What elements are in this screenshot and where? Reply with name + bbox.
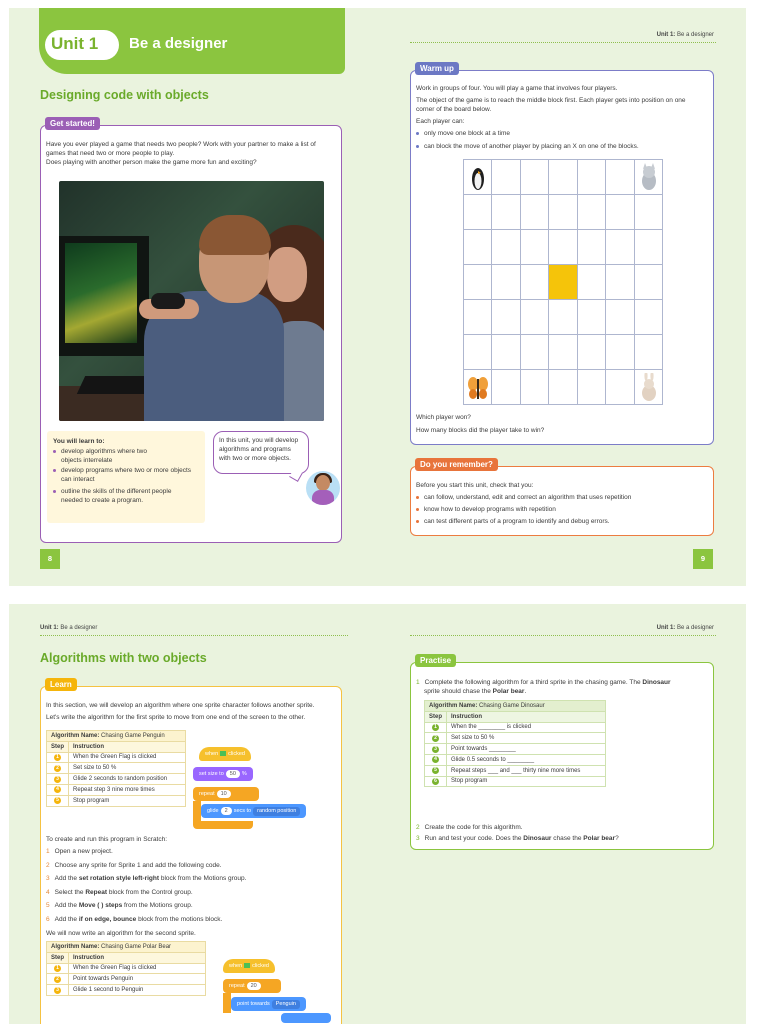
algorithm-table-dinosaur: Algorithm Name: Chasing Game Dinosaur Step Instruction 1 When the ________ is clicked 2 Set size to 50 % 3 Point towards ________ 4 Glide 0.5 seconds to ________ 5 Repeat steps ___ and ___ thirty nine more times 6 Stop program [424,700,606,787]
children-gaming-photo [59,181,324,421]
board-cell[interactable] [634,265,662,300]
board-cell[interactable] [549,335,577,370]
board-cell[interactable] [606,370,634,405]
butterfly-icon [467,373,489,402]
table-row: 6 Stop program [425,776,606,787]
get-started-line-2: games that need two or more people to play. [46,150,175,157]
table-row: 4 Glide 0.5 seconds to ________ [425,754,606,765]
penguin-icon [467,163,489,192]
board-cell[interactable] [606,230,634,265]
unit-label: Unit 1 [51,34,99,53]
learn-heading: You will learn to: [53,438,105,445]
practise-box: Practise 1 Complete the following algorithm for a third sprite in the chasing game. The Dinosaur sprite should chase the Polar bear. Algorithm Name: Chasing Game Dinosaur Step Instruction 1 When the ________ is clicked 2 Set size to 50 % 3 Point towards ________ 4 Glide 0.5 seconds to ________ 5 Repeat steps ___ and ___ thirty nine more times 6 Stop program 2 Create the code for this algorithm. 3 Run and test your code. Does the Dinosaur chase the Polar bear? [410,662,714,850]
board-cell[interactable] [492,300,520,335]
table-row: 2 Set size to 50 % [47,763,186,774]
when-flag-clicked-block: when clicked [199,747,251,761]
unit-banner [39,8,345,74]
board-cell[interactable] [464,335,492,370]
page-10 [9,604,378,1024]
page-9 [378,8,746,586]
table-row: 2 Set size to 50 % [425,733,606,744]
table-row: 2 Point towards Penguin [47,974,206,985]
table-row: 3 Glide 2 seconds to random position [47,774,186,785]
running-head: Unit 1: Be a designer [656,625,714,631]
board-cell[interactable] [577,265,605,300]
green-flag-icon [244,963,250,968]
step-item: 3 Add the set rotation style left-right block from the Motions group. [46,875,247,882]
table-row: 1 When the Green Flag is clicked [47,752,186,763]
learn-item-cont: objects interrelate [61,457,113,464]
board-cell[interactable] [577,230,605,265]
warm-up-bullet: can block the move of another player by placing an X on one of the blocks. [416,142,639,151]
set-size-block: set size to 50 % [193,767,253,781]
board-cell[interactable] [549,300,577,335]
board-cell[interactable] [520,265,548,300]
cat-icon [638,163,660,192]
remember-tag: Do you remember? [415,458,498,471]
learn-item-cont: can interact [61,476,95,483]
page-number: 9 [693,549,713,569]
board-cell[interactable] [606,160,634,195]
table-row: 1 When the ________ is clicked [425,722,606,733]
board-cell[interactable] [520,335,548,370]
board-cell[interactable] [549,195,577,230]
get-started-tag: Get started! [45,117,100,130]
question-1: Which player won? [416,414,471,421]
green-flag-icon [220,751,226,756]
board-cell[interactable] [634,370,662,405]
board-cell[interactable] [606,195,634,230]
board-cell[interactable] [492,160,520,195]
repeat-block: repeat 20 [223,979,281,993]
board-cell[interactable] [520,160,548,195]
repeat-block: repeat 10 [193,787,259,801]
board-cell[interactable] [577,335,605,370]
learn-item: develop algorithms where two [53,447,147,456]
board-cell[interactable] [606,335,634,370]
board-cell[interactable] [464,370,492,405]
table-row: 3 Point towards ________ [425,744,606,755]
unit-title: Be a designer [129,35,228,52]
section-title: Designing code with objects [40,88,209,102]
when-flag-clicked-block: when clicked [223,959,275,973]
spread-pages-10-11 [9,604,746,1024]
board-cell[interactable] [606,300,634,335]
girl-avatar-icon [306,471,340,505]
algorithm-table-penguin: Algorithm Name: Chasing Game Penguin Step Instruction 1 When the Green Flag is clicked 2 Set size to 50 % 3 Glide 2 seconds to random position 4 Repeat step 3 nine more times 5 Stop program [46,730,186,807]
practise-q2: 2 Create the code for this algorithm. [416,824,523,831]
page-8 [9,8,378,586]
board-cell[interactable] [464,300,492,335]
step-item: 5 Add the Move ( ) steps from the Motions group. [46,902,193,909]
board-cell[interactable] [634,230,662,265]
page-number: 8 [40,549,60,569]
rabbit-icon [638,373,660,402]
board-cell[interactable] [549,370,577,405]
table-row: 3 Glide 1 second to Penguin [47,985,206,996]
practise-q1: 1 Complete the following algorithm for a third sprite in the chasing game. The Dinosaur [416,679,671,686]
board-cell[interactable] [606,265,634,300]
board-cell[interactable] [492,230,520,265]
board-cell[interactable] [577,370,605,405]
board-cell[interactable] [634,160,662,195]
practise-tag: Practise [415,654,456,667]
board-cell[interactable] [634,195,662,230]
board-cell[interactable] [464,195,492,230]
board-cell[interactable] [520,300,548,335]
do-you-remember-box: Do you remember? Before you start this unit, check that you: can follow, understand, edit and correct an algorithm that uses repetition know how to develop programs with repetition can test different parts of a program to identify and debug errors. [410,466,714,536]
question-2: How many blocks did the player take to win? [416,427,545,434]
board-cell[interactable] [634,300,662,335]
table-row: 5 Stop program [47,795,186,806]
board-cell[interactable] [464,160,492,195]
board-cell[interactable] [577,195,605,230]
step-item: 4 Select the Repeat block from the Control group. [46,888,193,896]
board-cell[interactable] [634,335,662,370]
running-head: Unit 1: Be a designer [40,625,98,631]
table-row: 4 Repeat step 3 nine more times [47,784,186,795]
page-11 [378,604,746,1024]
warm-up-box: Warm up Work in groups of four. You will play a game that involves four players. The object of the game is to reach the middle block first. Each player gets into position on one corner of the board below. Each player can: only move one block at a time can block the move of another player by placing an X on one of the blocks. Which player won? How many blocks did the player take to win? [410,70,714,445]
table-row: 5 Repeat steps ___ and ___ thirty nine more times [425,765,606,776]
algorithm-table-polar-bear: Algorithm Name: Chasing Game Polar Bear Step Instruction 1 When the Green Flag is clicked 2 Point towards Penguin 3 Glide 1 second to Penguin [46,941,206,996]
board-cell[interactable] [520,230,548,265]
board-cell[interactable] [464,230,492,265]
get-started-line-1: Have you ever played a game that needs two people? Work with your partner to make a list of [46,141,316,148]
board-cell[interactable] [464,265,492,300]
step-item: 1 Open a new project. [46,848,113,855]
board-cell[interactable] [577,160,605,195]
running-head: Unit 1: Be a designer [656,32,714,38]
warm-up-tag: Warm up [415,62,459,75]
board-cell[interactable] [549,230,577,265]
step-item: 2 Choose any sprite for Sprite 1 and add the following code. [46,861,222,869]
goal-cell[interactable] [549,265,577,300]
board-cell[interactable] [549,160,577,195]
step-item: 6 Add the if on edge, bounce block from the motions block. [46,915,223,923]
board-cell[interactable] [577,300,605,335]
speech-bubble: In this unit, you will develop algorithms and programs with two or more objects. [213,431,309,474]
learn-box: Learn In this section, we will develop an algorithm where one sprite character follows another sprite. Let's write the algorithm for the first sprite to move from one end of the screen to the other. Algorithm Name: Chasing Game Penguin Step Instruction 1 When the Green Flag is clicked 2 Set size to 50 % 3 Glide 2 seconds to random position 4 Repeat step 3 nine more times 5 Stop program when clicked set size to 50 % repeat 10 glide 2 secs to random position To create and run this program in Scratch: 1 Open a new project. 2 Choose any sprite for Sprite 1 and add the following code. 3 Add the set rotation style left-right block from the Motions group. 4 Select the Repeat block from the Control group. 5 Add the Move ( ) steps from the Motions group. 6 Add the if on edge, bounce block from the motions block. We will now write an algorithm for the second sprite. Algorithm Name: Chasing Game Polar Bear Step Instruction 1 When the Green Flag is clicked 2 Point towards Penguin 3 Glide 1 second to Penguin when clicked repeat 20 point towards Penguin [40,686,342,1024]
game-board [463,159,663,405]
practise-q3: 3 Run and test your code. Does the Dinosaur chase the Polar bear? [416,835,619,842]
spread-pages-8-9 [9,8,746,586]
board-cell[interactable] [492,370,520,405]
board-cell[interactable] [492,335,520,370]
warm-up-bullet: only move one block at a time [416,129,510,138]
board-cell[interactable] [492,265,520,300]
table-row: 1 When the Green Flag is clicked [47,963,206,974]
glide-block: glide 2 secs to random position [201,804,306,818]
get-started-line-3: Does playing with another person make the game more fun and exciting? [46,159,257,166]
point-towards-block: point towards Penguin [231,997,306,1011]
get-started-box [40,119,342,543]
learn-item-cont: needed to create a program. [61,497,144,504]
learn-tag: Learn [45,678,77,691]
board-cell[interactable] [520,370,548,405]
learn-item: develop programs where two or more objects [53,466,191,475]
you-will-learn-card [47,431,205,523]
section-title: Algorithms with two objects [40,651,207,665]
board-cell[interactable] [492,195,520,230]
board-cell[interactable] [520,195,548,230]
learn-item: outline the skills of the different people [53,487,171,496]
